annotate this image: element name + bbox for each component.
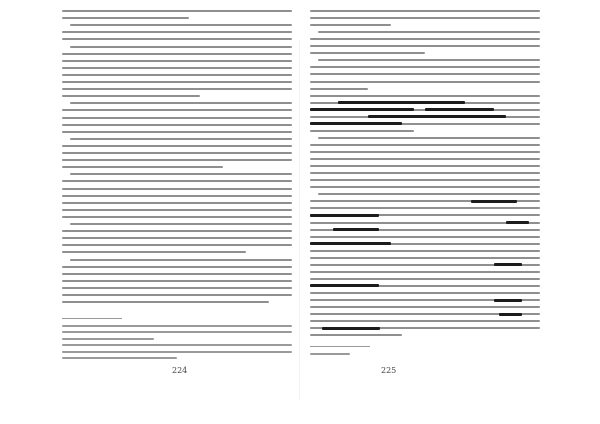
- bold-text-run: [494, 263, 522, 266]
- text-line: [310, 130, 414, 132]
- bold-text-run: [368, 115, 506, 118]
- bold-text-run: [506, 221, 529, 224]
- text-line: [62, 145, 292, 147]
- text-line: [310, 179, 540, 181]
- text-line: [310, 186, 540, 188]
- text-line: [310, 278, 540, 280]
- text-line: [310, 306, 540, 308]
- text-line: [310, 66, 540, 68]
- text-line: [310, 334, 402, 336]
- text-line: [310, 24, 391, 26]
- text-line: [62, 31, 292, 33]
- text-line: [310, 10, 540, 12]
- text-line: [310, 165, 540, 167]
- text-line: [310, 88, 368, 90]
- text-line: [62, 53, 292, 55]
- text-line: [310, 353, 350, 355]
- text-line: [62, 244, 292, 246]
- text-line: [62, 209, 292, 211]
- text-line: [62, 10, 292, 12]
- bold-text-run: [322, 327, 380, 330]
- text-line: [310, 207, 540, 209]
- text-line: [62, 166, 223, 168]
- text-line: [62, 331, 292, 333]
- text-line: [62, 117, 292, 119]
- text-line: [62, 159, 292, 161]
- text-line: [62, 325, 292, 327]
- text-line: [310, 271, 540, 273]
- text-line: [310, 81, 540, 83]
- text-line: [62, 152, 292, 154]
- text-line: [62, 251, 246, 253]
- text-line: [62, 237, 292, 239]
- text-line: [62, 60, 292, 62]
- text-line: [310, 151, 540, 153]
- right-page-number: 225: [381, 366, 397, 375]
- text-line: [310, 73, 540, 75]
- text-line: [62, 301, 269, 303]
- text-line: [310, 257, 540, 259]
- text-line: [318, 193, 540, 195]
- bold-text-run: [333, 228, 379, 231]
- text-line: [310, 38, 540, 40]
- left-page-number: 224: [172, 366, 188, 375]
- text-line: [70, 173, 292, 175]
- text-line: [62, 294, 292, 296]
- text-line: [310, 52, 425, 54]
- text-line: [62, 38, 292, 40]
- text-line: [310, 236, 540, 238]
- left-footnote-rule: [62, 318, 122, 319]
- text-line: [62, 216, 292, 218]
- text-line: [310, 172, 540, 174]
- text-line: [70, 223, 292, 225]
- text-line: [310, 320, 540, 322]
- text-line: [62, 109, 292, 111]
- bold-text-run: [471, 200, 517, 203]
- text-line: [62, 81, 292, 83]
- text-line: [318, 137, 540, 139]
- text-line: [62, 338, 154, 340]
- text-line: [62, 195, 292, 197]
- text-line: [70, 46, 292, 48]
- bold-text-run: [310, 214, 379, 217]
- text-line: [62, 351, 292, 353]
- text-line: [62, 188, 292, 190]
- text-line: [62, 357, 177, 359]
- text-line: [310, 95, 540, 97]
- text-line: [310, 45, 540, 47]
- text-line: [62, 124, 292, 126]
- text-line: [62, 287, 292, 289]
- text-line: [70, 138, 292, 140]
- right-footnote-rule: [310, 346, 370, 347]
- text-line: [62, 266, 292, 268]
- bold-text-run: [310, 284, 379, 287]
- text-line: [318, 31, 540, 33]
- bold-text-run: [310, 122, 402, 125]
- text-line: [70, 24, 292, 26]
- bold-text-run: [494, 299, 522, 302]
- text-line: [310, 17, 540, 19]
- text-line: [62, 88, 292, 90]
- bold-text-run: [310, 108, 414, 111]
- text-line: [310, 292, 540, 294]
- bold-text-run: [425, 108, 494, 111]
- text-line: [70, 102, 292, 104]
- text-line: [318, 59, 540, 61]
- text-line: [62, 273, 292, 275]
- text-line: [62, 230, 292, 232]
- text-line: [310, 158, 540, 160]
- text-line: [62, 344, 292, 346]
- text-line: [62, 180, 292, 182]
- text-line: [62, 17, 189, 19]
- right-page: [300, 0, 600, 424]
- bold-text-run: [338, 101, 465, 104]
- text-line: [62, 131, 292, 133]
- text-line: [62, 95, 200, 97]
- text-line: [62, 202, 292, 204]
- text-line: [310, 144, 540, 146]
- text-line: [62, 67, 292, 69]
- bold-text-run: [499, 313, 522, 316]
- text-line: [310, 250, 540, 252]
- text-line: [70, 259, 292, 261]
- text-line: [62, 74, 292, 76]
- bold-text-run: [310, 242, 391, 245]
- text-line: [62, 280, 292, 282]
